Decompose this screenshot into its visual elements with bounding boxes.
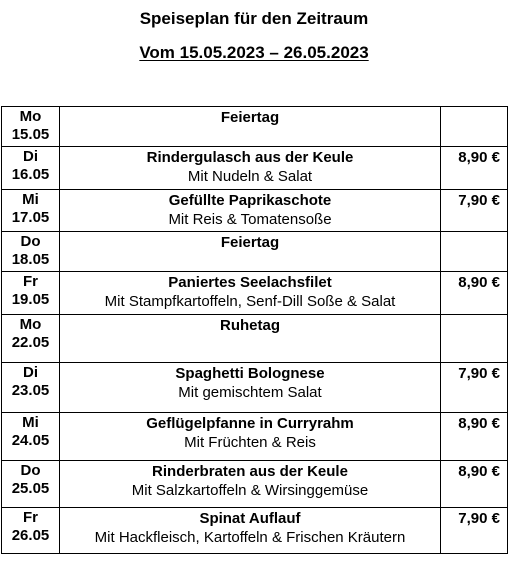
price-cell: 8,90 € <box>441 461 508 508</box>
day-cell <box>2 107 60 147</box>
day-cell <box>2 147 60 190</box>
table-row <box>2 190 508 232</box>
date: 24.05 <box>11 432 50 449</box>
dish-cell <box>60 508 441 554</box>
day-cell <box>2 413 60 461</box>
dish-side: Mit Nudeln & Salat <box>187 168 313 185</box>
date: 22.05 <box>11 334 50 351</box>
dish-side: Mit Reis & Tomatensoße <box>168 211 332 228</box>
day-cell <box>2 508 60 554</box>
dish-side: Mit gemischtem Salat <box>178 384 322 401</box>
price-cell <box>441 232 508 272</box>
dish-cell <box>60 363 441 413</box>
table-row <box>2 461 508 508</box>
day-cell <box>2 272 60 315</box>
price-cell <box>441 107 508 147</box>
date: 16.05 <box>11 166 50 183</box>
dish-cell <box>60 413 441 461</box>
date: 18.05 <box>11 251 50 268</box>
weekday: Do <box>20 462 41 479</box>
dish-name: Paniertes Seelachsfilet <box>168 274 332 291</box>
price-cell: 8,90 € <box>441 272 508 315</box>
dish-name: Feiertag <box>220 109 280 126</box>
date: 17.05 <box>11 209 50 226</box>
dish-name: Rinderbraten aus der Keule <box>152 463 348 480</box>
dish-cell <box>60 315 441 363</box>
dish-name: Feiertag <box>220 234 280 251</box>
day-cell <box>2 461 60 508</box>
table-row <box>2 272 508 315</box>
date: 19.05 <box>11 291 50 308</box>
price-cell: 8,90 € <box>441 413 508 461</box>
weekday: Di <box>23 148 38 165</box>
dish-name: Rindergulasch aus der Keule <box>146 149 354 166</box>
date: 15.05 <box>11 126 50 143</box>
dish-name: Geflügelpfanne in Curryrahm <box>146 415 354 432</box>
dish-cell <box>60 272 441 315</box>
price-cell <box>441 315 508 363</box>
date: 23.05 <box>11 382 50 399</box>
dish-name: Gefüllte Paprikaschote <box>168 192 332 209</box>
period-heading: Vom 15.05.2023 – 26.05.2023 <box>139 43 369 62</box>
day-cell <box>2 363 60 413</box>
table-row <box>2 147 508 190</box>
weekday: Mo <box>19 316 42 333</box>
table-row <box>2 508 508 554</box>
weekday: Mi <box>22 191 39 208</box>
price-cell: 7,90 € <box>441 508 508 554</box>
dish-cell <box>60 461 441 508</box>
table-row <box>2 107 508 147</box>
page-title: Speiseplan für den Zeitraum <box>139 9 369 28</box>
menu-table-body <box>2 107 508 554</box>
dish-cell <box>60 107 441 147</box>
dish-cell <box>60 147 441 190</box>
day-cell <box>2 315 60 363</box>
price-cell: 7,90 € <box>441 190 508 232</box>
weekday: Mo <box>19 108 42 125</box>
weekday: Fr <box>23 273 38 290</box>
weekday: Fr <box>23 509 38 526</box>
dish-name: Spaghetti Bolognese <box>175 365 325 382</box>
table-row <box>2 232 508 272</box>
price-cell: 7,90 € <box>441 363 508 413</box>
dish-side: Mit Früchten & Reis <box>184 434 316 451</box>
table-row <box>2 315 508 363</box>
dish-cell <box>60 190 441 232</box>
menu-table <box>1 106 508 554</box>
dish-cell <box>60 232 441 272</box>
table-row <box>2 363 508 413</box>
dish-side: Mit Stampfkartoffeln, Senf-Dill Soße & Salat <box>104 293 396 310</box>
weekday: Di <box>23 364 38 381</box>
weekday: Do <box>20 233 41 250</box>
day-cell <box>2 190 60 232</box>
dish-side: Mit Salzkartoffeln & Wirsinggemüse <box>131 482 369 499</box>
day-cell <box>2 232 60 272</box>
weekday: Mi <box>22 414 39 431</box>
table-row <box>2 413 508 461</box>
date: 25.05 <box>11 480 50 497</box>
price-cell: 8,90 € <box>441 147 508 190</box>
dish-side: Mit Hackfleisch, Kartoffeln & Frischen Kräutern <box>94 529 406 546</box>
date: 26.05 <box>11 527 50 544</box>
dish-name: Spinat Auflauf <box>199 510 301 527</box>
dish-name: Ruhetag <box>220 317 280 334</box>
